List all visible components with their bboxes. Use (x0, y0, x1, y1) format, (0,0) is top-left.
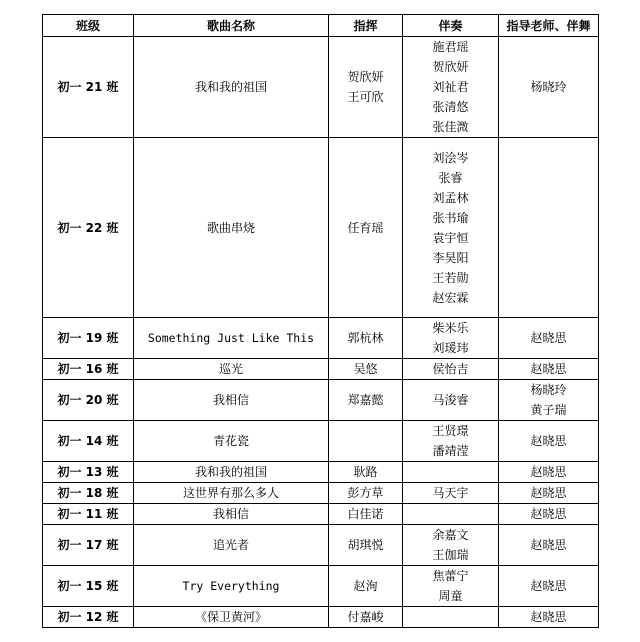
person-name: 黄子瑞 (530, 403, 567, 417)
class-cell: 初一 17 班 (43, 525, 134, 566)
person-name: 杨晓玲 (530, 383, 567, 397)
song-cell: 我相信 (134, 380, 329, 421)
song-cell: Try Everything (134, 566, 329, 607)
person-name: 赵晓思 (530, 538, 567, 552)
teacher-cell (499, 359, 599, 380)
person-name: 贺欣妍 (347, 70, 384, 84)
accompaniment-cell (403, 525, 499, 566)
class-cell: 初一 15 班 (43, 566, 134, 607)
table-row (43, 525, 599, 566)
conductor-cell (329, 421, 403, 462)
conductor-cell (329, 380, 403, 421)
person-name: 赵晓思 (530, 610, 567, 624)
song-cell: 青花瓷 (134, 421, 329, 462)
person-name: 柴米乐 (432, 321, 469, 335)
teacher-cell (499, 504, 599, 525)
person-name: 赵晓思 (530, 507, 567, 521)
header-song: 歌曲名称 (134, 15, 329, 37)
person-name: 刘孟林 (432, 190, 469, 205)
header-conductor: 指挥 (329, 15, 403, 37)
person-name: 焦蕾宁 (432, 569, 469, 583)
person-name: 吴悠 (353, 362, 378, 376)
conductor-cell (329, 483, 403, 504)
class-cell: 初一 21 班 (43, 37, 134, 138)
table-row (43, 504, 599, 525)
conductor-cell (329, 504, 403, 525)
person-name: 余嘉文 (432, 528, 469, 542)
header-teacher: 指导老师、伴舞 (499, 15, 599, 37)
teacher-cell (499, 462, 599, 483)
class-cell: 初一 22 班 (43, 138, 134, 318)
class-cell: 初一 18 班 (43, 483, 134, 504)
song-cell: 巡光 (134, 359, 329, 380)
accompaniment-cell (403, 37, 499, 138)
person-name: 赵晓思 (530, 465, 567, 479)
person-name: 耿路 (353, 465, 378, 479)
song-cell: 追光者 (134, 525, 329, 566)
person-name: 潘靖滢 (432, 444, 469, 458)
accompaniment-cell (403, 359, 499, 380)
teacher-cell (499, 380, 599, 421)
header-accompaniment: 伴奏 (403, 15, 499, 37)
teacher-cell (499, 421, 599, 462)
teacher-cell (499, 483, 599, 504)
person-name: 马天宇 (432, 486, 469, 500)
class-cell: 初一 20 班 (43, 380, 134, 421)
teacher-cell (499, 525, 599, 566)
class-cell: 初一 16 班 (43, 359, 134, 380)
accompaniment-cell (403, 566, 499, 607)
accompaniment-cell (403, 483, 499, 504)
class-cell: 初一 13 班 (43, 462, 134, 483)
song-cell: 这世界有那么多人 (134, 483, 329, 504)
person-name: 杨晓玲 (530, 80, 567, 94)
accompaniment-cell (403, 504, 499, 525)
person-name: 郑嘉懿 (347, 393, 384, 407)
table-row (43, 462, 599, 483)
person-name: 施君瑶 (432, 40, 469, 54)
person-name: 赵晓思 (530, 362, 567, 376)
teacher-cell (499, 138, 599, 318)
person-name: 赵晓思 (530, 486, 567, 500)
conductor-cell (329, 318, 403, 359)
person-name: 王可欣 (347, 90, 384, 104)
table-row (43, 566, 599, 607)
table-row (43, 37, 599, 138)
table-row (43, 607, 599, 628)
song-cell: Something Just Like This (134, 318, 329, 359)
teacher-cell (499, 607, 599, 628)
conductor-cell (329, 462, 403, 483)
person-name: 刘瑗玮 (432, 341, 469, 355)
person-name: 王贤璟 (432, 424, 469, 438)
person-name: 刘浍岑 (432, 150, 469, 165)
person-name: 付嘉峻 (347, 610, 384, 624)
accompaniment-cell (403, 380, 499, 421)
table-row (43, 483, 599, 504)
teacher-cell (499, 318, 599, 359)
person-name: 刘祉君 (432, 80, 469, 94)
teacher-cell (499, 37, 599, 138)
person-name: 侯怡吉 (432, 362, 469, 376)
person-name: 任育瑶 (347, 220, 384, 235)
person-name: 张睿 (438, 170, 463, 185)
person-name: 彭方草 (347, 486, 384, 500)
person-name: 周童 (438, 589, 463, 603)
song-cell: 我和我的祖国 (134, 462, 329, 483)
song-cell: 我和我的祖国 (134, 37, 329, 138)
table-row (43, 380, 599, 421)
person-name: 赵洵 (353, 579, 378, 593)
class-cell: 初一 11 班 (43, 504, 134, 525)
conductor-cell (329, 525, 403, 566)
table-row (43, 318, 599, 359)
accompaniment-cell (403, 138, 499, 318)
person-name: 赵晓思 (530, 434, 567, 448)
person-name: 李昊阳 (432, 250, 469, 265)
accompaniment-cell (403, 421, 499, 462)
table-row (43, 421, 599, 462)
class-cell: 初一 14 班 (43, 421, 134, 462)
accompaniment-cell (403, 318, 499, 359)
conductor-cell (329, 607, 403, 628)
teacher-cell (499, 566, 599, 607)
table-row (43, 359, 599, 380)
person-name: 赵晓思 (530, 579, 567, 593)
song-cell: 《保卫黄河》 (134, 607, 329, 628)
person-name: 白佳诺 (347, 507, 384, 521)
person-name: 马浚睿 (432, 393, 469, 407)
person-name: 张书瑜 (432, 210, 469, 225)
song-cell: 我相信 (134, 504, 329, 525)
person-name: 赵宏霖 (432, 290, 469, 305)
conductor-cell (329, 359, 403, 380)
person-name: 王伽瑞 (432, 548, 469, 562)
person-name: 张清悠 (432, 100, 469, 114)
person-name: 张佳溦 (432, 120, 469, 134)
conductor-cell (329, 37, 403, 138)
song-cell: 歌曲串烧 (134, 138, 329, 318)
accompaniment-cell (403, 607, 499, 628)
person-name: 王若勋 (432, 270, 469, 285)
person-name: 贺欣妍 (432, 60, 469, 74)
person-name: 袁宇恒 (432, 230, 469, 245)
person-name: 赵晓思 (530, 331, 567, 345)
table-body (43, 37, 599, 628)
performance-table (42, 14, 599, 628)
person-name: 郭杭林 (347, 331, 384, 345)
header-class: 班级 (43, 15, 134, 37)
accompaniment-cell (403, 462, 499, 483)
person-name: 胡琪悦 (347, 538, 384, 552)
conductor-cell (329, 566, 403, 607)
conductor-cell (329, 138, 403, 318)
table-row (43, 138, 599, 318)
header-row (43, 15, 599, 37)
class-cell: 初一 19 班 (43, 318, 134, 359)
class-cell: 初一 12 班 (43, 607, 134, 628)
